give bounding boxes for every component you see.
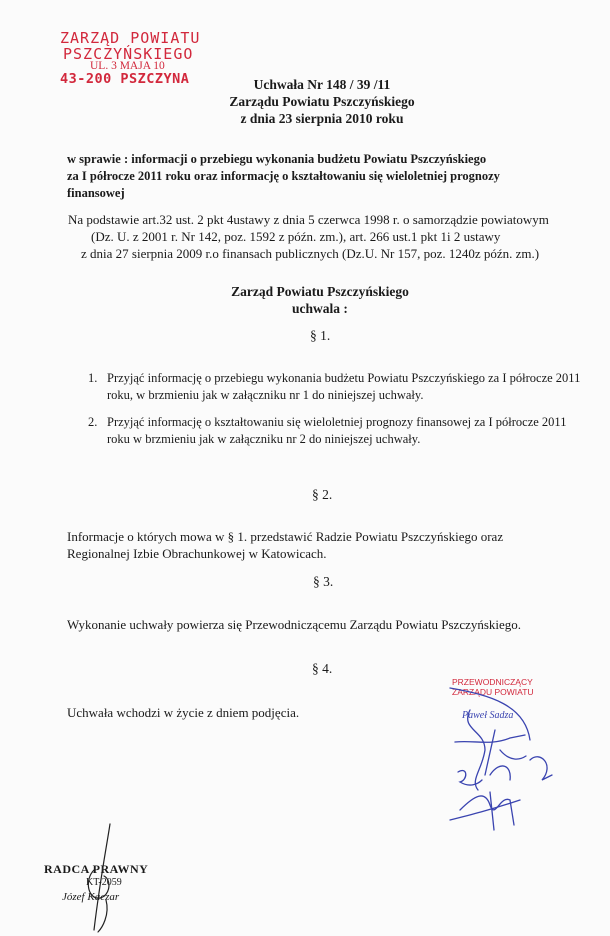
chair-stamp-line-1: PRZEWODNICZĄCY (452, 677, 533, 687)
stamp-line-1: ZARZĄD POWIATU (60, 29, 201, 47)
subject-line-3: finansowej (67, 186, 125, 200)
chair-name: Paweł Sadza (462, 710, 514, 721)
section-4-text: Uchwała wchodzi w życie z dniem podjęcia. (67, 705, 300, 720)
basis-line-2: (Dz. U. z 2001 r. Nr 142, poz. 1592 z późn. zm.), art. 266 ust.1 pkt 1i 2 ustawy (91, 229, 501, 244)
signature-stroke (485, 730, 495, 775)
resolution-header (200, 76, 444, 127)
legal-stamp-line-2: KT-2059 (86, 877, 122, 888)
item-list (88, 370, 588, 448)
item-line-2: roku w brzmieniu jak w załączniku nr 2 do niniejszej uchwały. (107, 432, 421, 446)
stamp-line-4: 43-200 PSZCZYNA (60, 71, 190, 87)
subject-line-2: za I półrocze 2011 roku oraz informację o kształtowaniu się wieloletniej prognozy (67, 169, 500, 183)
item-number: 2. (88, 415, 98, 429)
section-3-text: Wykonanie uchwały powierza się Przewodniczącemu Zarządu Powiatu Pszczyńskiego. (67, 617, 522, 632)
legal-stamp-line-1: RADCA PRAWNY (44, 862, 149, 876)
board-resolves (200, 283, 440, 317)
signature-stroke (530, 757, 552, 780)
para2-line-1: Informacje o których mowa w § 1. przedstawić Radzie Powiatu Pszczyńskiego oraz (67, 529, 504, 544)
item-line-1: Przyjąć informację o kształtowaniu się wieloletniej prognozy finansowej za I półrocze 2011 (107, 415, 567, 429)
resolution-subject (67, 151, 567, 202)
basis-line-3: z dnia 27 sierpnia 2009 r.o finansach publicznych (Dz.U. Nr 157, poz. 1240z późn. zm.) (81, 246, 540, 261)
board-name: Zarząd Powiatu Pszczyńskiego (231, 284, 409, 299)
item-line-1: Przyjąć informację o przebiegu wykonania budżetu Powiatu Pszczyńskiego za I półrocze 2011 (107, 371, 581, 385)
resolution-number: Uchwała Nr 148 / 39 /11 (253, 77, 391, 92)
signature-stroke (98, 900, 107, 932)
item-number: 1. (88, 371, 98, 385)
section-3-heading: § 3. (313, 574, 334, 589)
signature-marks (430, 680, 590, 840)
basis-line-1: Na podstawie art.32 ust. 2 pkt 4ustawy z dnia 5 czerwca 1998 r. o samorządzie powiatowym (68, 212, 549, 227)
signature-stroke (490, 792, 494, 830)
stamp-line-3: UL. 3 MAJA 10 (90, 60, 165, 72)
legal-stamp-name: Józef Kaczar (62, 891, 120, 903)
section-1-heading: § 1. (310, 328, 331, 343)
chair-stamp-line-2: ZARZĄDU POWIATU (452, 687, 534, 697)
counsel-signature (70, 820, 130, 936)
legal-basis (60, 211, 580, 262)
section-2-heading: § 2. (312, 487, 333, 502)
resolution-authority: Zarządu Powiatu Pszczyńskiego (229, 94, 415, 109)
section-4-heading: § 4. (312, 661, 333, 676)
resolution-date: z dnia 23 sierpnia 2010 roku (240, 111, 404, 126)
signature-stroke (455, 735, 525, 742)
signature-stroke (500, 750, 526, 759)
subject-line-1: w sprawie : informacji o przebiegu wykonania budżetu Powiatu Pszczyńskiego (67, 152, 487, 166)
signature-stroke (450, 688, 530, 740)
signature-stroke (94, 824, 110, 930)
list-item (88, 414, 588, 448)
para2-line-2: Regionalnej Izbie Obrachunkowej w Katowicach. (67, 546, 327, 561)
board-resolves-label: uchwala : (292, 301, 348, 316)
section-2-text (67, 528, 567, 562)
signature-stroke (468, 710, 485, 790)
item-line-2: roku, w brzmieniu jak w załączniku nr 1 do niniejszej uchwały. (107, 388, 424, 402)
list-item (88, 370, 588, 414)
stamp-line-2: PSZCZYŃSKIEGO (63, 45, 194, 63)
signature-stroke (490, 766, 510, 780)
